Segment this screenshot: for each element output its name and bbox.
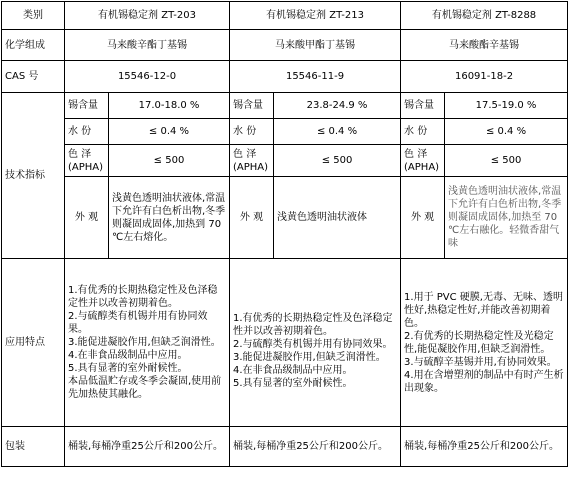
cas-label: CAS 号 [2,61,65,93]
header-row [2,2,568,30]
product-zt213-header: 有机锡稳定剂 ZT-213 [230,2,401,30]
water-row [2,119,568,145]
color-label-zt203: 色 泽 (APHA) [65,145,109,177]
feature-item: 4.在非食品级制品中应用。 [68,350,188,361]
packaging-zt213: 桶装,每桶净重25公斤和200公斤。 [230,427,401,467]
tin-label-zt8288: 锡含量 [401,93,445,119]
composition-label: 化学组成 [2,30,65,61]
appearance-label-zt8288: 外 观 [401,177,445,259]
features-zt203 [65,259,230,427]
feature-item: 2.与硫醇类有机锡并用有协同效果。 [233,338,393,350]
packaging-label: 包装 [2,427,65,467]
water-zt8288: ≤ 0.4 % [445,119,568,145]
cas-row [2,61,568,93]
feature-item: 5.具有显著的室外耐候性。 [233,377,353,389]
features-row [2,259,568,427]
feature-item: 3.能促进凝胶作用,但缺乏润滑性。 [233,351,386,363]
appearance-zt8288: 浅黄色透明油状液体,常温下允许有白色析出物,冬季则凝固成固体,加热至 70 ℃左右融化。轻微香甜气味 [445,177,568,259]
composition-zt203: 马来酸辛酯丁基锡 [65,30,230,61]
packaging-zt203: 桶装,每桶净重25公斤和200公斤。 [65,427,230,467]
color-label-zt8288: 色 泽 (APHA) [401,145,445,177]
appearance-label-zt213: 外 观 [230,177,274,259]
color-zt203: ≤ 500 [109,145,230,177]
color-row [2,145,568,177]
feature-item: 1.用于 PVC 硬膜,无毒、无味、透明性好,热稳定性好,并能改善初期着色。 [404,291,563,329]
color-zt8288: ≤ 500 [445,145,568,177]
water-label-zt213: 水 份 [230,119,274,145]
tin-zt203: 17.0-18.0 % [109,93,230,119]
feature-item: 4.在非食品级制品中应用。 [233,364,353,376]
tin-label-zt213: 锡含量 [230,93,274,119]
tin-content-row [2,93,568,119]
feature-list-zt203 [68,284,226,401]
appearance-label-zt203: 外 观 [65,177,109,259]
feature-list-zt8288 [404,291,564,395]
cas-zt213: 15546-11-9 [230,61,401,93]
specs-label: 技术指标 [2,93,65,259]
cas-zt203: 15546-12-0 [65,61,230,93]
feature-item: 2.有优秀的长期热稳定性及光稳定性,能促凝胶作用,但缺乏润滑性。 [404,330,554,355]
product-zt8288-header: 有机锡稳定剂 ZT-8288 [401,2,568,30]
color-label-zt213: 色 泽 (APHA) [230,145,274,177]
feature-item: 1.有优秀的长期热稳定性及色泽稳定性并以改善初期着色。 [233,312,393,337]
cas-zt8288: 16091-18-2 [401,61,568,93]
feature-list-zt213 [233,312,397,390]
water-zt213: ≤ 0.4 % [274,119,401,145]
feature-item: 1.有优秀的长期热稳定性及色泽稳定性并以改善初期着色。 [68,285,218,309]
water-label-zt203: 水 份 [65,119,109,145]
appearance-row [2,177,568,259]
tin-zt8288: 17.5-19.0 % [445,93,568,119]
tin-zt213: 23.8-24.9 % [274,93,401,119]
packaging-row [2,427,568,467]
tin-label-zt203: 锡含量 [65,93,109,119]
category-header: 类别 [2,2,65,30]
composition-zt8288: 马来酸酯辛基锡 [401,30,568,61]
feature-item: 3.能促进凝胶作用,但缺乏润滑性。 [68,337,221,348]
water-zt203: ≤ 0.4 % [109,119,230,145]
product-spec-table [1,1,568,467]
appearance-zt203: 浅黄色透明油状液体,常温下允许有白色析出物,冬季则凝固成固体,加热到 70 ℃左右熔化。 [109,177,230,259]
composition-row [2,30,568,61]
composition-zt213: 马来酸甲酯丁基锡 [230,30,401,61]
water-label-zt8288: 水 份 [401,119,445,145]
feature-item: 4.用在含增塑剂的制品中有时产生析出现象。 [404,369,564,394]
features-zt8288 [401,259,568,427]
packaging-zt8288: 桶装,每桶净重25公斤和200公斤。 [401,427,568,467]
feature-item: 2.与硫醇类有机锡并用有协同效果。 [68,311,208,335]
feature-item: 3.与硫醇辛基锡并用,有协同效果。 [404,356,557,368]
features-zt213 [230,259,401,427]
feature-item: 本品低温贮存或冬季会凝固,使用前先加热使其融化。 [68,376,222,400]
feature-item: 5.具有显著的室外耐候性。 [68,363,188,374]
product-zt203-header: 有机锡稳定剂 ZT-203 [65,2,230,30]
features-label: 应用特点 [2,259,65,427]
color-zt213: ≤ 500 [274,145,401,177]
appearance-zt213: 浅黄色透明油状液体 [274,177,401,259]
